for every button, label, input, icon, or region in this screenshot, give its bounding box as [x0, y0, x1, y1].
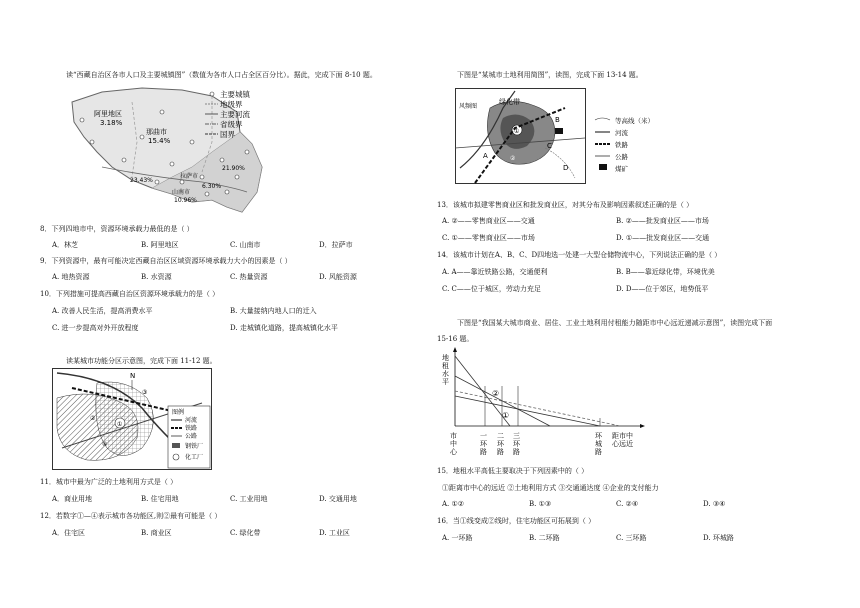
q10-option-c: C. 进一步提高对外开放程度	[52, 324, 139, 332]
svg-text:化工厂: 化工厂	[185, 454, 204, 461]
q16-option-c: C. 三环路	[616, 534, 647, 542]
xlabel-1: 距市中	[612, 432, 633, 440]
svg-text:B: B	[555, 116, 560, 124]
svg-text:铁路: 铁路	[185, 425, 198, 432]
label-ali: 阿里地区	[94, 110, 122, 118]
q10-option-b: B. 大量接纳内地人口的迁入	[230, 307, 317, 315]
marker-2: ②	[492, 389, 500, 398]
svg-text:二: 二	[497, 432, 504, 440]
q12-option-d: D. 工业区	[319, 529, 350, 537]
svg-text:15.4%: 15.4%	[148, 137, 171, 145]
q15-option-a: A. ①②	[442, 500, 465, 508]
q16-option-d: D. 环城路	[703, 534, 734, 542]
q15-factors: ①距离市中心的远近 ②土地利用方式 ③交通通达度 ④企业的支付能力	[442, 484, 659, 492]
q11-option-d: D. 交通用地	[319, 495, 357, 503]
intro-11-12: 读某城市功能分区示意图，完成下面 11-12 题。	[66, 357, 217, 365]
svg-text:路: 路	[497, 448, 504, 456]
q13-option-d: D. ①——批发商业区——交通	[616, 234, 710, 242]
svg-text:图例: 图例	[172, 409, 185, 416]
svg-text:③: ③	[142, 389, 148, 396]
question-14: 14．该城市计划在A、B、C、D四地选一处建一大型仓储物流中心，下列说法正确的是（ ）	[437, 251, 722, 259]
svg-text:主要河流: 主要河流	[220, 110, 250, 119]
svg-text:一: 一	[480, 432, 487, 440]
svg-text:①: ①	[117, 421, 123, 428]
q16-option-b: B. 二环路	[529, 534, 560, 542]
q14-option-c: C. C——位于城区，劳动力充足	[442, 285, 541, 293]
question-12: 12．若数字①—④表示城市各功能区,则②最有可能是（ ）	[40, 512, 222, 520]
label-changdu: 21.90%	[222, 165, 245, 172]
label-naqu: 那曲市	[146, 128, 167, 136]
q15-option-c: C. ②④	[616, 500, 639, 508]
intro-13-14: 下图是“某城市土地利用简图”，读图，完成下面 13-14 题。	[457, 71, 643, 79]
land-use-legend	[595, 116, 654, 173]
q8-option-c: C. 山南市	[230, 241, 261, 249]
q13-option-a: A. ②——零售商业区——交通	[442, 217, 535, 225]
city-function-map	[52, 368, 212, 470]
q14-option-d: D. D——位于郊区，地势低平	[616, 285, 709, 293]
q9-option-b: B. 水资源	[141, 273, 172, 281]
q9-option-c: C. 热量资源	[230, 273, 268, 281]
q15-option-b: B. ①③	[529, 500, 552, 508]
svg-text:省级界: 省级界	[220, 120, 243, 129]
svg-text:租: 租	[442, 362, 449, 370]
svg-text:路: 路	[513, 448, 520, 456]
q12-option-c: C. 绿化带	[230, 529, 261, 537]
svg-text:地级界: 地级界	[220, 100, 243, 109]
city-map-legend	[168, 406, 210, 468]
svg-text:水: 水	[442, 370, 449, 378]
q11-option-b: B. 住宅用地	[141, 495, 179, 503]
svg-text:市: 市	[450, 432, 457, 440]
q13-option-b: B. ②——批发商业区——市场	[616, 217, 709, 225]
q8-option-b: B. 阿里地区	[141, 241, 179, 249]
ylabel-1: 地	[442, 354, 449, 362]
svg-text:C: C	[547, 142, 552, 150]
svg-text:城: 城	[595, 440, 602, 448]
north-label: N	[130, 372, 136, 380]
svg-text:河流: 河流	[615, 129, 628, 137]
svg-text:心: 心	[450, 448, 457, 456]
svg-text:铁路: 铁路	[615, 141, 628, 149]
question-16: 16．当①线变成②线时，住宅功能区可拓展到（ ）	[437, 517, 596, 525]
q9-option-a: A. 地热资源	[52, 273, 90, 281]
svg-text:D: D	[563, 164, 569, 172]
q11-option-a: A．商业用地	[52, 495, 93, 503]
svg-text:④: ④	[102, 441, 108, 448]
svg-text:三: 三	[513, 432, 520, 440]
q15-option-d: D. ③④	[703, 500, 726, 508]
question-11: 11．城市中最为广泛的土地利用方式是（ ）	[40, 478, 178, 486]
svg-text:环: 环	[595, 432, 602, 440]
svg-text:中: 中	[450, 440, 457, 448]
question-10: 10．下列措施可提高西藏自治区资源环境承载力的是（ ）	[40, 290, 220, 298]
svg-text:绿化带: 绿化带	[499, 98, 520, 106]
intro-15-16-line2: 15-16 题。	[437, 335, 474, 343]
q13-option-c: C. ①——零售商业区——市场	[442, 234, 535, 242]
city-land-use-map	[455, 88, 680, 184]
q16-option-a: A. 一环路	[442, 534, 473, 542]
svg-text:心远近: 心远近	[612, 440, 633, 448]
svg-text:3.18%: 3.18%	[100, 119, 123, 127]
label-shannan: 山南市	[172, 189, 191, 196]
q8-option-a: A．林芝	[52, 241, 79, 249]
q10-option-a: A. 改善人民生活，提高消费水平	[52, 307, 153, 315]
svg-text:平: 平	[442, 378, 449, 386]
svg-text:环: 环	[513, 440, 520, 448]
svg-text:煤矿: 煤矿	[615, 165, 628, 173]
svg-text:路: 路	[595, 448, 602, 456]
intro-8-10: 读“西藏自治区各市人口及主要城镇图”（数值为各市人口占全区百分比）。据此，完成下面 8-10 题。	[66, 71, 377, 79]
svg-text:①: ①	[514, 128, 520, 135]
q9-option-d: D. 风能资源	[319, 273, 357, 281]
marker-1: ①	[502, 411, 510, 420]
svg-text:河流: 河流	[185, 417, 198, 424]
svg-text:国界: 国界	[220, 130, 235, 139]
svg-text:②: ②	[510, 155, 516, 162]
legend-town: 主要城镇	[220, 90, 250, 99]
label-linzhi: 6.30%	[202, 183, 222, 190]
svg-text:A: A	[483, 152, 488, 160]
q10-option-d: D. 走城镇化道路，提高城镇化水平	[230, 324, 338, 332]
svg-text:等高线（米）: 等高线（米）	[615, 117, 654, 125]
rent-gradient-graph	[440, 346, 680, 462]
label-rikaze: 23.43%	[130, 177, 153, 184]
svg-text:环: 环	[497, 440, 504, 448]
q8-option-d: D．拉萨市	[319, 241, 353, 249]
tibet-population-map	[62, 82, 292, 222]
intro-15-16-line1: 下图是“我国某大城市商业、居住、工业土地利用付租能力随距市中心远近递减示意图”，读图完成下面	[457, 319, 773, 327]
label-lhasa: 拉萨市	[180, 173, 199, 180]
svg-text:10.96%: 10.96%	[174, 197, 197, 204]
svg-text:②: ②	[90, 415, 96, 422]
svg-text:公路: 公路	[185, 433, 198, 440]
svg-text:环: 环	[480, 440, 487, 448]
question-8: 8．下列四地市中，资源环境承载力最低的是（ ）	[40, 225, 194, 233]
q12-option-a: A．住宅区	[52, 529, 86, 537]
q12-option-b: B. 商业区	[141, 529, 172, 537]
svg-text:公路: 公路	[615, 153, 628, 161]
question-9: 9．下列资源中，最有可能决定西藏自治区区域资源环境承载力大小的因素是（ ）	[40, 257, 292, 265]
q11-option-c: C. 工业用地	[230, 495, 268, 503]
q14-option-b: B. B——靠近绿化带，环境优美	[616, 268, 715, 276]
svg-text:风频图: 风频图	[459, 103, 478, 110]
svg-text:钢铁厂: 钢铁厂	[185, 443, 204, 450]
q14-option-a: A. A——靠近铁路公路，交通便利	[442, 268, 548, 276]
question-15: 15．地租水平高低主要取决于下列因素中的（ ）	[437, 467, 589, 475]
question-13: 13．该城市拟建零售商业区和批发商业区，对其分布及影响因素叙述正确的是（ ）	[437, 201, 694, 209]
svg-text:路: 路	[480, 448, 487, 456]
